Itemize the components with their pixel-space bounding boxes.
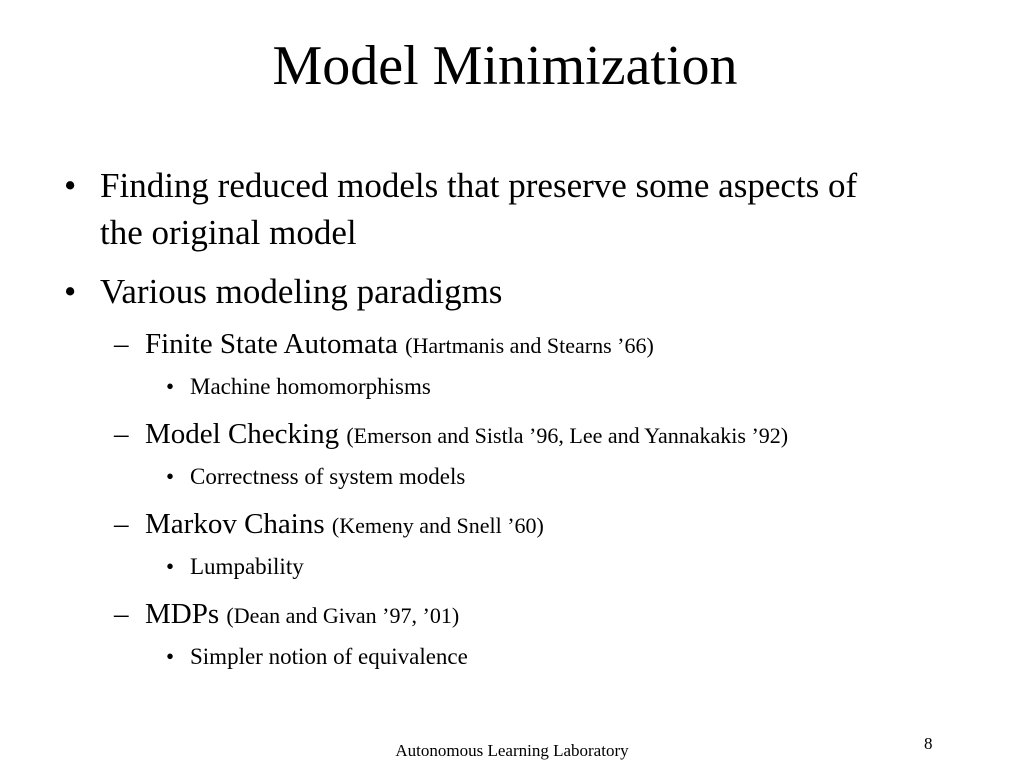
sub-sub-bullet-marker: • (166, 644, 175, 669)
bullet-marker: • (64, 166, 77, 205)
sub-sub-bullet-marker: • (166, 554, 175, 579)
sub-bullet-label: Finite State Automata (145, 328, 398, 360)
sub-sub-bullet-text: Lumpability (190, 554, 304, 579)
sub-bullet-mdps (145, 596, 459, 634)
sub-bullet-marker: – (114, 598, 129, 630)
sub-bullet-label: MDPs (145, 598, 220, 630)
bullet-text: Finding reduced models that preserve some aspects of (100, 166, 858, 205)
sub-bullet-marker: – (114, 328, 129, 360)
bullet-marker: • (64, 272, 77, 311)
sub-bullet-marker: – (114, 508, 129, 540)
slide-footer: Autonomous Learning Laboratory (395, 741, 629, 760)
citation: (Emerson and Sistla ’96, Lee and Yannakakis ’92) (346, 423, 789, 448)
sub-bullet-label: Model Checking (145, 418, 340, 450)
sub-sub-bullet-text: Correctness of system models (190, 464, 466, 489)
sub-bullet-fsa (145, 326, 654, 364)
sub-sub-bullet-marker: • (166, 464, 175, 489)
bullet-text-continued: the original model (100, 213, 357, 252)
bullet-text: Various modeling paradigms (100, 272, 503, 311)
sub-bullet-markov-chains (145, 506, 544, 544)
citation: (Hartmanis and Stearns ’66) (405, 333, 654, 358)
slide-title: Model Minimization (272, 35, 738, 97)
citation: (Kemeny and Snell ’60) (331, 513, 544, 538)
sub-bullet-marker: – (114, 418, 129, 450)
sub-sub-bullet-text: Simpler notion of equivalence (190, 644, 468, 669)
citation: (Dean and Givan ’97, ’01) (226, 603, 460, 628)
sub-sub-bullet-text: Machine homomorphisms (190, 374, 431, 399)
sub-bullet-label: Markov Chains (145, 508, 325, 540)
sub-bullet-model-checking (145, 416, 788, 454)
page-number: 8 (924, 734, 933, 753)
sub-sub-bullet-marker: • (166, 374, 175, 399)
